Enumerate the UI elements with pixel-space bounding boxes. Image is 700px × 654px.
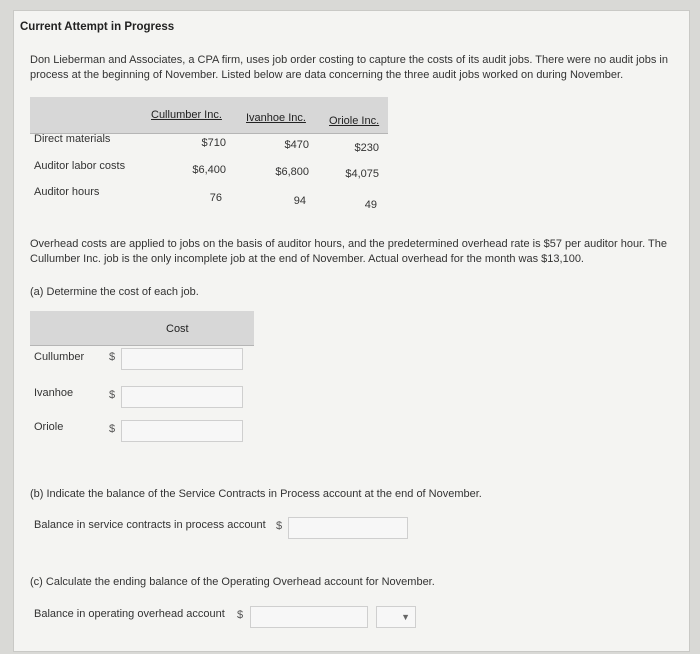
part-a-dollar-cullumber: $ [109,351,116,363]
cell-cullumber-labor: $6,400 [192,164,226,176]
cell-oriole-hours: 49 [364,199,377,211]
part-b-dollar: $ [276,520,283,532]
attempt-status: Current Attempt in Progress [20,21,175,33]
question-panel [13,10,690,652]
row-label-auditor-labor: Auditor labor costs [34,160,126,172]
operating-overhead-balance-input[interactable] [250,606,368,628]
problem-intro: Don Lieberman and Associates, a CPA firm, uses job order costing to capture the costs of its audit jobs. There were no audit jobs in process at the beginning of November. Listed below are data concerning the three audit jobs worked on during November. [30,54,668,81]
col-header-ivanhoe: Ivanhoe Inc. [246,112,306,124]
part-c-question: (c) Calculate the ending balance of the Operating Overhead account for November. [30,576,435,588]
part-a-label-ivanhoe: Ivanhoe [34,387,74,399]
chevron-down-icon: ▼ [401,612,410,622]
part-a-cost-header: Cost [166,323,189,335]
part-a-dollar-oriole: $ [109,423,116,435]
part-a-dollar-ivanhoe: $ [109,389,116,401]
oriole-cost-input[interactable] [121,420,243,442]
part-a-header-bg [30,311,254,345]
cell-cullumber-materials: $710 [201,137,226,149]
overhead-description: Overhead costs are applied to jobs on the basis of auditor hours, and the predetermined overhead rate is $57 per auditor hour. The Cullumber Inc. job is the only incomplete job at the end of November. Actual overhead for the month was $13,100. [30,238,667,265]
overhead-type-select[interactable] [376,606,416,628]
cell-ivanhoe-hours: 94 [293,195,306,207]
cell-ivanhoe-materials: $470 [284,139,309,151]
cell-cullumber-hours: 76 [209,192,222,204]
cell-oriole-labor: $4,075 [345,168,379,180]
row-label-direct-materials: Direct materials [34,133,111,145]
part-a-label-cullumber: Cullumber [34,351,85,363]
part-b-question: (b) Indicate the balance of the Service Contracts in Process account at the end of November. [30,488,482,500]
part-a-label-oriole: Oriole [34,421,64,433]
part-a-rule [30,345,254,346]
part-a-question: (a) Determine the cost of each job. [30,286,199,298]
cullumber-cost-input[interactable] [121,348,243,370]
col-header-oriole: Oriole Inc. [329,115,380,127]
ivanhoe-cost-input[interactable] [121,386,243,408]
cell-ivanhoe-labor: $6,800 [275,166,309,178]
row-label-auditor-hours: Auditor hours [34,186,100,198]
part-c-dollar: $ [237,609,244,621]
part-c-label: Balance in operating overhead account [34,608,225,620]
service-contracts-balance-input[interactable] [288,517,408,539]
cell-oriole-materials: $230 [354,142,379,154]
col-header-cullumber: Cullumber Inc. [151,109,222,121]
part-b-label: Balance in service contracts in process account [34,519,266,531]
